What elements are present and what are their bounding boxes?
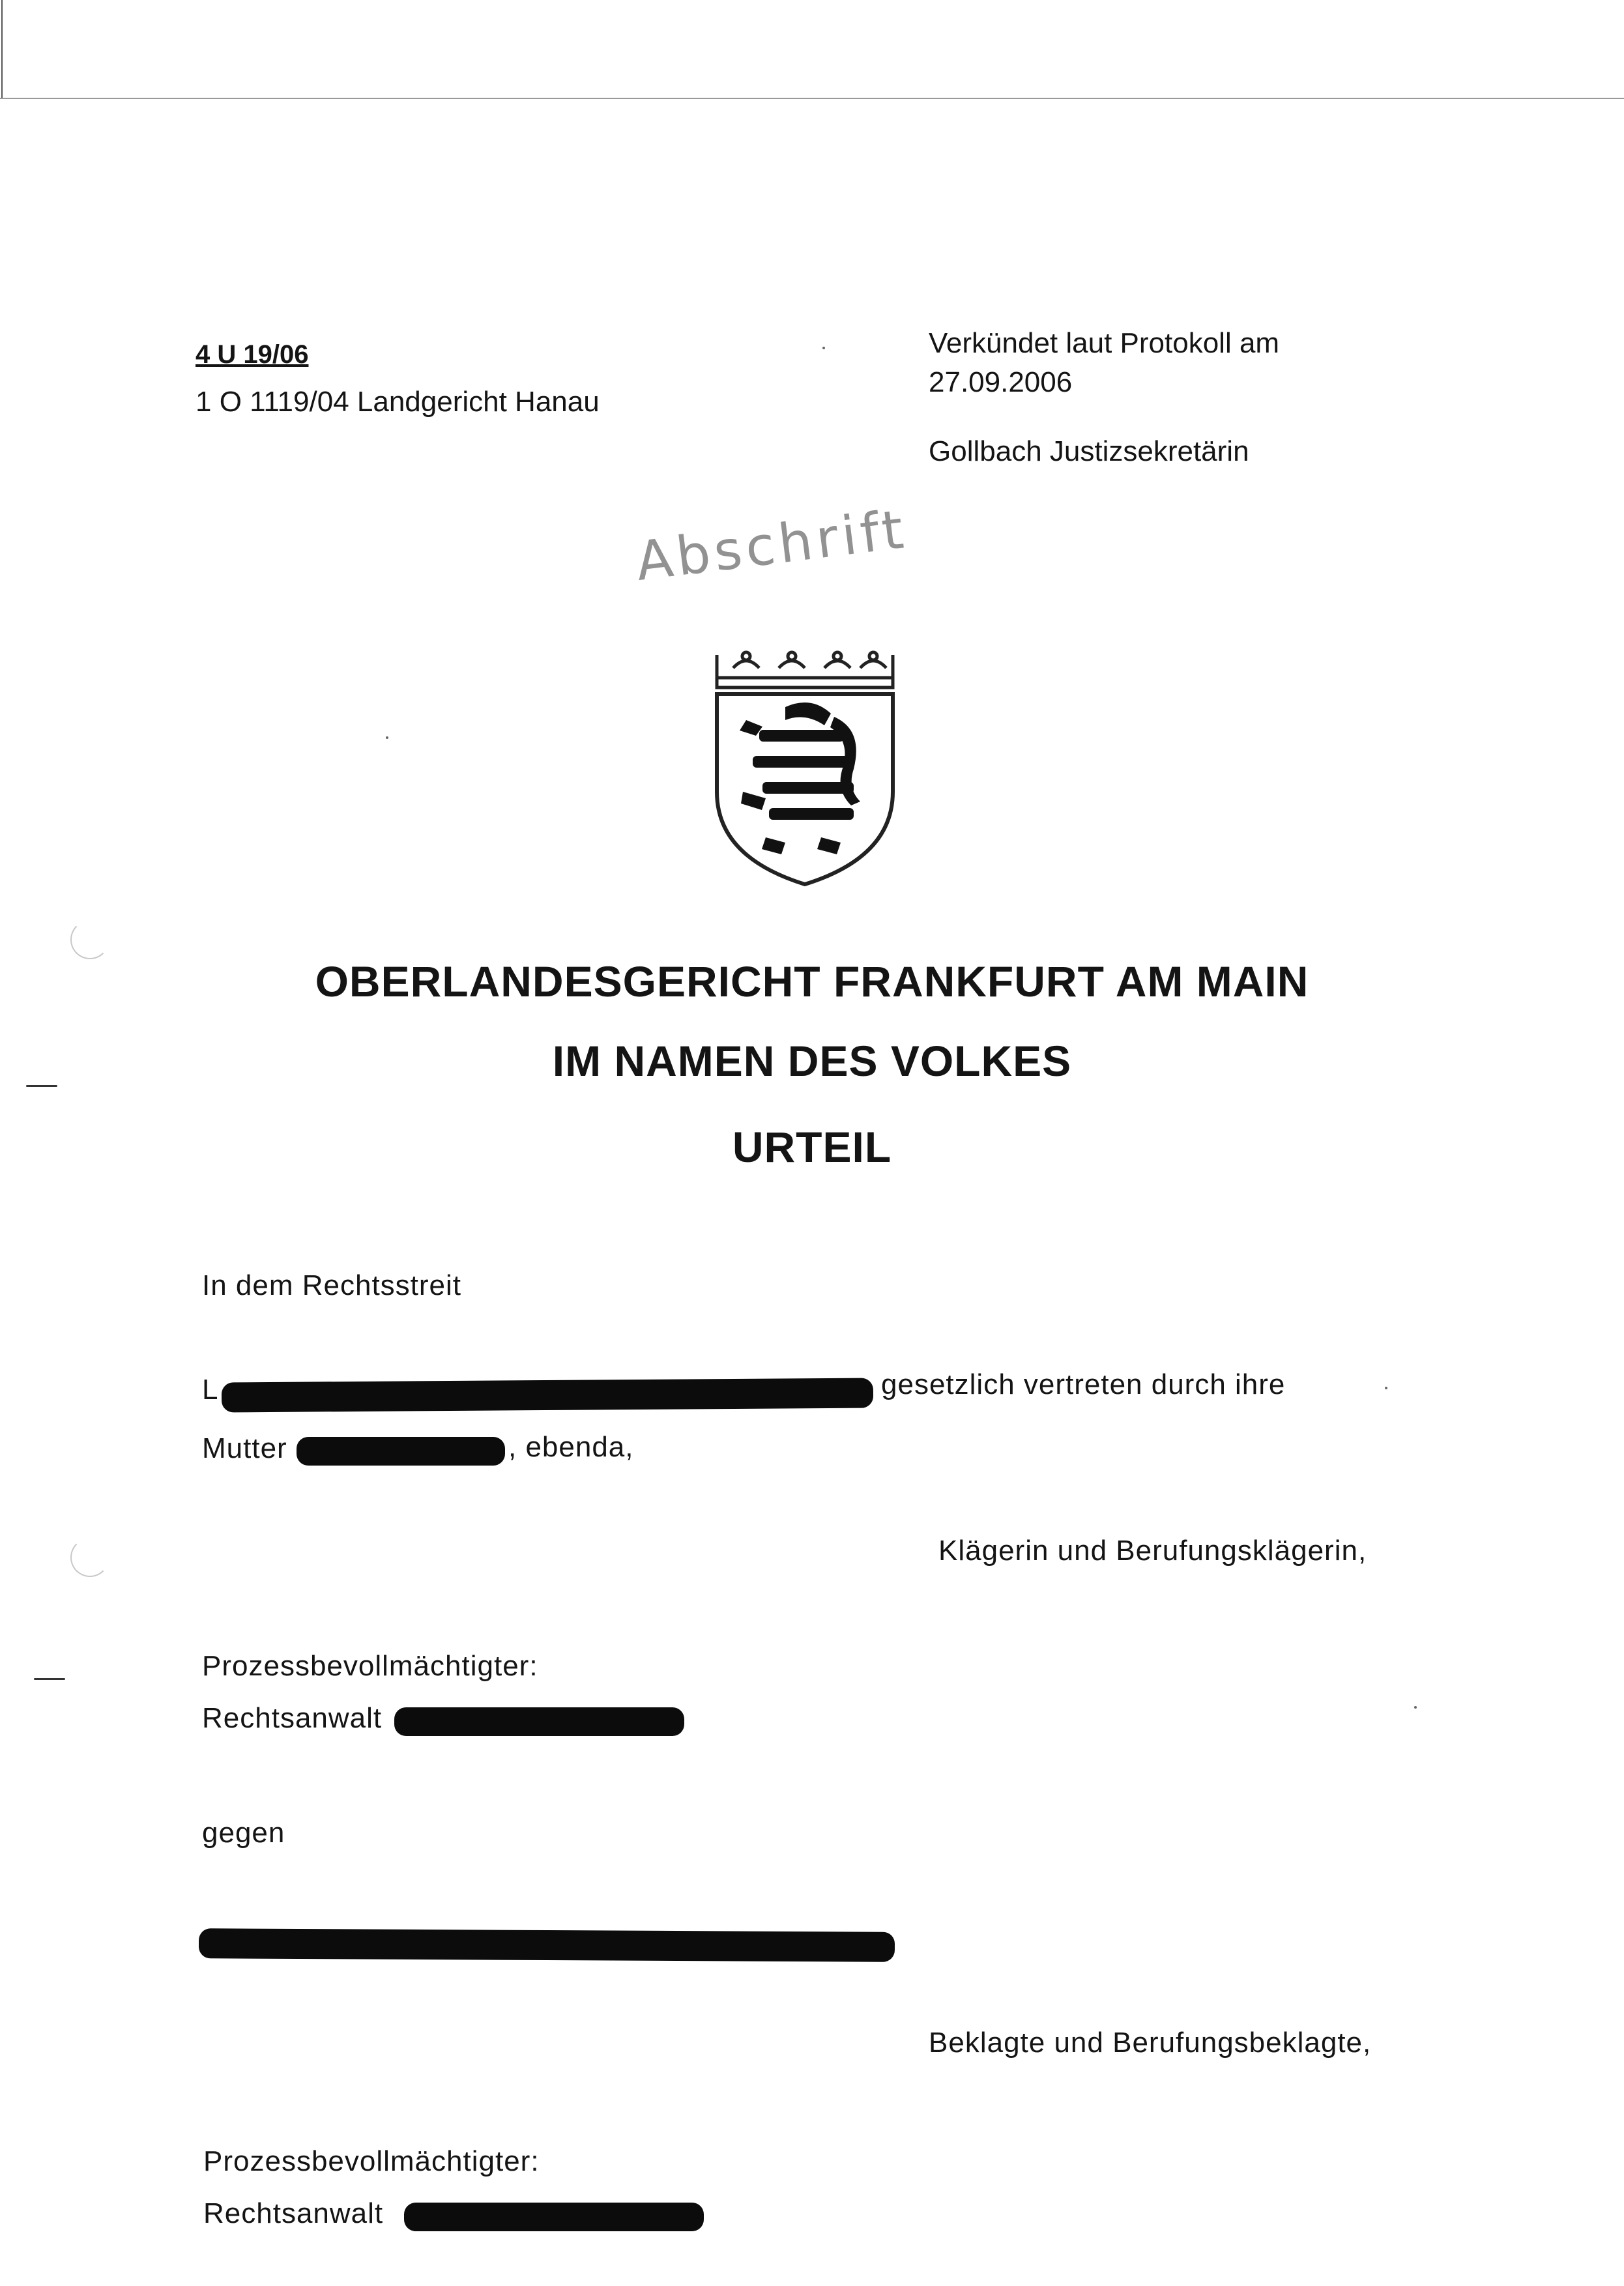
subtitle-heading: IM NAMEN DES VOLKES <box>552 1037 1072 1085</box>
plaintiff-counsel-label: Prozessbevollmächtigter: <box>202 1650 538 1682</box>
plaintiff-counsel-prefix: Rechtsanwalt <box>202 1702 383 1734</box>
intro-text: In dem Rechtsstreit <box>202 1269 462 1301</box>
punch-mark <box>34 1678 65 1680</box>
versus-text: gegen <box>202 1817 285 1849</box>
punch-hole-bottom <box>70 1538 109 1577</box>
redacted-mother-name <box>297 1437 505 1466</box>
case-number: 4 U 19/06 <box>196 340 309 369</box>
scan-edge-line <box>1 0 3 98</box>
announced-date: 27.09.2006 <box>929 366 1073 398</box>
mother-suffix: , ebenda, <box>508 1431 634 1463</box>
redacted-plaintiff-counsel <box>394 1707 684 1736</box>
scan-speck <box>822 347 825 349</box>
redacted-plaintiff-name <box>222 1378 873 1413</box>
redacted-defendant-counsel <box>404 2203 704 2231</box>
scan-speck <box>1414 1706 1417 1709</box>
lower-court-reference: 1 O 1119/04 Landgericht Hanau <box>196 386 600 418</box>
defendant-role: Beklagte und Berufungsbeklagte, <box>929 2027 1372 2059</box>
redacted-defendant-name <box>199 1928 895 1962</box>
defendant-counsel-prefix: Rechtsanwalt <box>203 2197 384 2229</box>
scan-speck <box>1385 1387 1387 1389</box>
plaintiff-role: Klägerin und Berufungsklägerin, <box>938 1535 1367 1567</box>
plaintiff-prefix: L <box>202 1374 219 1406</box>
scan-fold-line <box>0 98 1624 99</box>
defendant-counsel-label: Prozessbevollmächtigter: <box>203 2145 540 2177</box>
court-name-heading: OBERLANDESGERICHT FRANKFURT AM MAIN <box>315 957 1309 1006</box>
mother-prefix: Mutter <box>202 1432 287 1464</box>
plaintiff-representation: gesetzlich vertreten durch ihre <box>881 1368 1286 1400</box>
document-type-heading: URTEIL <box>732 1123 892 1171</box>
announced-line: Verkündet laut Protokoll am <box>929 327 1280 359</box>
scan-speck <box>386 736 388 739</box>
hesse-coat-of-arms-icon <box>707 642 903 890</box>
punch-hole-top <box>70 920 109 959</box>
copy-stamp: Abschrift <box>632 498 911 594</box>
clerk-signature: Gollbach Justizsekretärin <box>929 435 1249 467</box>
